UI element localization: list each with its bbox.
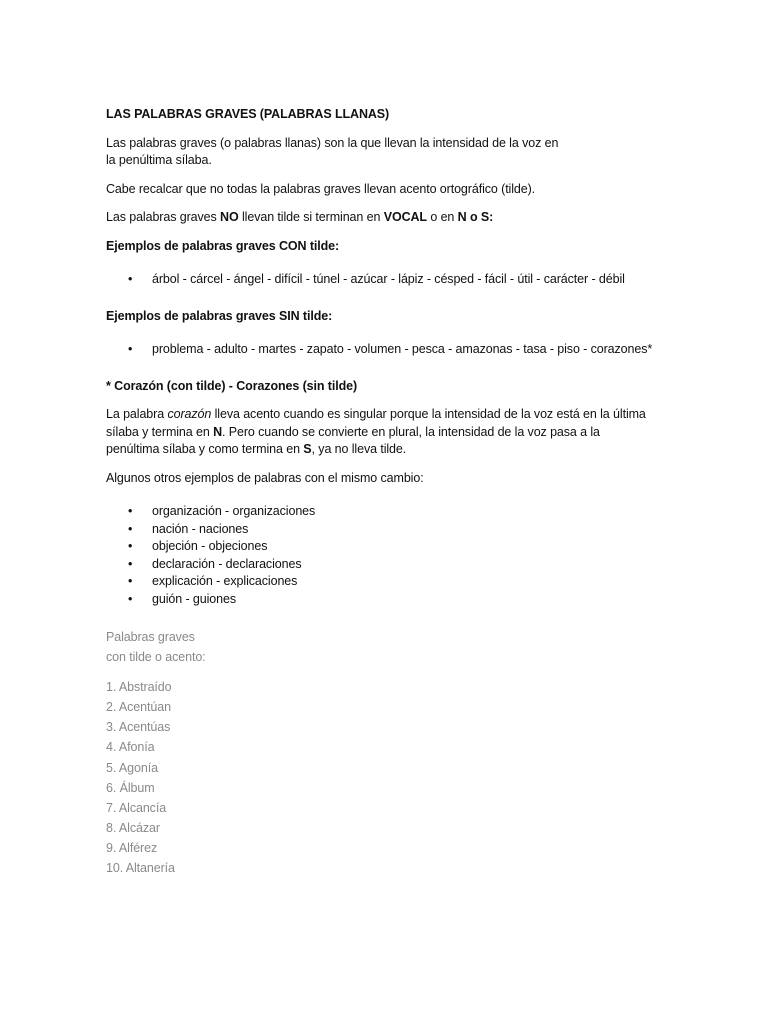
- rule-part-3: o en: [426, 210, 458, 224]
- recalcar-paragraph: Cabe recalcar que no todas la palabras graves llevan acento ortográfico (tilde).: [106, 181, 536, 196]
- list-item: 7. Alcancía: [106, 800, 167, 815]
- list-item: 6. Álbum: [106, 780, 155, 795]
- gray-heading-line-1: Palabras graves: [106, 630, 195, 644]
- rule-part-2: llevan tilde si terminan en: [238, 210, 384, 224]
- list-item: • declaración - declaraciones: [106, 556, 708, 574]
- list-item: 1. Abstraído: [106, 680, 172, 695]
- explanation-part-2: lleva acento cuando es singular porque la intensidad de la voz está en la última: [211, 407, 646, 421]
- intro-line-2: la penúltima sílaba.: [106, 153, 212, 167]
- list-item: • explicación - explicaciones: [106, 573, 708, 591]
- explanation-line3-a: penúltima sílaba y como termina en: [106, 442, 304, 456]
- list-item: 10. Altanería: [106, 861, 175, 876]
- sin-tilde-heading: Ejemplos de palabras graves SIN tilde:: [106, 308, 333, 323]
- explanation-paragraph: [106, 406, 708, 459]
- con-tilde-heading: Ejemplos de palabras graves CON tilde:: [106, 238, 340, 253]
- list-item: 3. Acentúas: [106, 720, 171, 735]
- corazon-note: * Corazón (con tilde) - Corazones (sin tilde): [106, 378, 358, 393]
- otros-heading: Algunos otros ejemplos de palabras con el mismo cambio:: [106, 470, 424, 485]
- intro-line-1: Las palabras graves (o palabras llanas) son la que llevan la intensidad de la voz en: [106, 135, 559, 150]
- explanation-line2-b: . Pero cuando se convierte en plural, la intensidad de la voz pasa a la: [222, 424, 600, 439]
- sin-tilde-examples: • problema - adulto - martes - zapato - volumen - pesca - amazonas - tasa - piso - corazones*: [106, 341, 708, 359]
- list-item: • objeción - objeciones: [106, 538, 708, 556]
- list-item: 5. Agonía: [106, 760, 158, 775]
- list-item: 4. Afonía: [106, 740, 155, 755]
- rule-vocal: VOCAL: [383, 210, 427, 224]
- intro-paragraph: [106, 135, 708, 170]
- explanation-letter-s: S: [303, 442, 312, 456]
- rule-paragraph: [106, 209, 708, 227]
- con-tilde-examples: • árbol - cárcel - ángel - difícil - túnel - azúcar - lápiz - césped - fácil - útil - carácter - débil: [106, 271, 708, 289]
- explanation-part-1: La palabra: [106, 407, 168, 421]
- gray-heading: [106, 627, 708, 667]
- con-tilde-list: [106, 271, 708, 289]
- explanation-line3-b: , ya no lleva tilde.: [311, 442, 407, 456]
- rule-letters: N o S:: [457, 210, 494, 224]
- explanation-letter-n: N: [213, 424, 223, 439]
- list-item: • organización - organizaciones: [106, 503, 708, 521]
- list-item: • guión - guiones: [106, 591, 708, 609]
- cambio-list: [106, 503, 708, 608]
- explanation-line2-a: sílaba y termina en: [106, 424, 214, 439]
- rule-part-1: Las palabras graves: [106, 210, 221, 224]
- explanation-italic-word: corazón: [167, 407, 212, 421]
- list-item: 2. Acentúan: [106, 700, 171, 715]
- gray-word-list: [106, 677, 708, 878]
- page-title: LAS PALABRAS GRAVES (PALABRAS LLANAS): [106, 107, 390, 121]
- sin-tilde-list: [106, 341, 708, 359]
- gray-heading-line-2: con tilde o acento:: [106, 650, 206, 665]
- list-item: 9. Alférez: [106, 840, 158, 855]
- rule-no: NO: [220, 210, 239, 224]
- list-item: • nación - naciones: [106, 521, 708, 539]
- list-item: 8. Alcázar: [106, 820, 160, 835]
